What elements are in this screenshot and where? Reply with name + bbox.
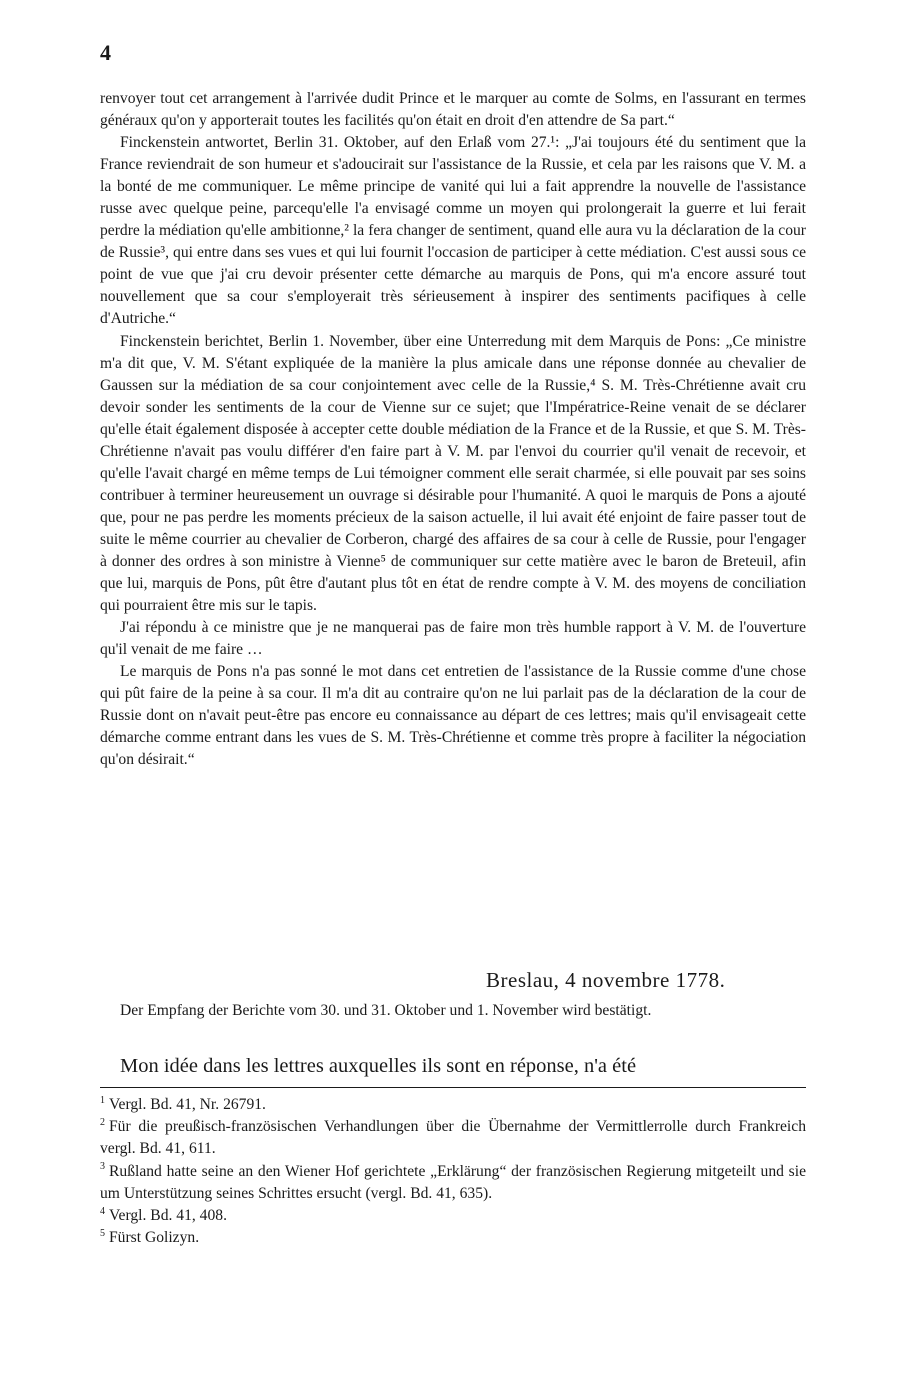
footnote-text: Für die preußisch-französischen Verhandlungen über die Übernahme der Vermittlerrolle durch Frankreich vergl. Bd. 41, 611. [100, 1118, 806, 1158]
footnote-mark: 2 [100, 1117, 105, 1129]
page-number: 4 [100, 40, 111, 65]
summary-note: Der Empfang der Berichte vom 30. und 31. Oktober und 1. November wird bestätigt. [120, 1002, 652, 1019]
footnote-text: Vergl. Bd. 41, Nr. 26791. [109, 1096, 266, 1113]
footnote-divider [100, 1087, 806, 1088]
footnote-4 [100, 1205, 806, 1227]
footnote-text: Rußland hatte seine an den Wiener Hof gerichtete „Erklärung“ der französischen Regierung mitgeteilt und sie um Unterstützung seines Schrittes ersucht (vergl. Bd. 41, 635). [100, 1162, 806, 1202]
paragraph-2: Finckenstein antwortet, Berlin 31. Oktober, auf den Erlaß vom 27.¹: „J'ai toujours été du sentiment que la France reviendrait de son humeur et s'adoucirait sur l'assistance de la Russie, et cela par les raisons que V. M. a la bonté de me communiquer. Le même principe de vanité qui lui a fait apprendre la nouvelle de l'assistance russe avec quelque peine, parcequ'elle l'a envisagé comme un moyen qui prolongerait la guerre et lui ferait perdre la médiation qu'elle ambitionne,² la fera changer de sentiment, quand elle aura vu la déclaration de la cour de Russie³, qui entre dans ses vues et qui lui fournit l'occasion de participer à cette médiation. C'est aussi sous ce point de vue que j'ai cru devoir présenter cette démarche au marquis de Pons, qui m'a encore assuré tout nouvellement que sa cour s'employerait très sérieusement à inspirer des sentiments pacifiques à celle d'Autriche.“ [100, 134, 806, 328]
footnote-5 [100, 1227, 806, 1249]
dateline: Breslau, 4 novembre 1778. [486, 968, 726, 992]
footnote-2 [100, 1116, 806, 1160]
letter-opening: Mon idée dans les lettres auxquelles ils sont en réponse, n'a été [120, 1055, 637, 1077]
main-text [100, 88, 806, 771]
footnote-mark: 1 [100, 1094, 105, 1106]
paragraph-3: Finckenstein berichtet, Berlin 1. November, über eine Unterredung mit dem Marquis de Pons: „Ce ministre m'a dit que, V. M. S'étant expliquée de la manière la plus amicale dans une réponse donnée au chevalier de Gaussen sur la médiation de sa cour conjointement avec celle de la Russie,⁴ S. M. Très-Chrétienne avait cru devoir sonder les sentiments de la cour de Vienne sur ce sujet; que l'Impératrice-Reine venait de se déclarer qu'elle était également disposée à accepter cette double médiation de la France et de la Russie, et que S. M. Très-Chrétienne n'avait pas voulu différer d'en faire part à V. M. par l'envoi du courrier qu'il venait de recevoir, et qu'elle l'avait chargé en même temps de Lui témoigner comment elle serait charmée, si elle pouvait par ses soins contribuer à terminer heureusement un ouvrage si désirable pour l'humanité. A quoi le marquis de Pons a ajouté que, pour ne pas perdre les moments précieux de la saison actuelle, il lui avait été enjoint de faire passer tout de suite le même courrier au chevalier de Corberon, chargé des affaires de sa cour à celle de Russie, pour l'engager à donner des ordres à son ministre à Vienne⁵ de communiquer sur cette matière avec le baron de Breteuil, afin que lui, marquis de Pons, pût être d'autant plus tôt en état de rendre compte à V. M. des moyens de conciliation qui pourraient être mis sur le tapis. [100, 332, 806, 615]
footnote-3 [100, 1161, 806, 1205]
footnote-text: Fürst Golizyn. [109, 1229, 200, 1247]
paragraph-5: Le marquis de Pons n'a pas sonné le mot dans cet entretien de l'assistance de la Russie comme d'une chose qui pût faire de la peine à sa cour. Il m'a dit au contraire qu'on ne lui parlait pas de la déclaration de la cour de Russie dont on n'avait peut-être pas encore eu connaissance au départ de ces lettres; mais qu'il envisageait cette démarche comme entrant dans les vues de S. M. Très-Chrétienne et comme très propre à faciliter la négociation qu'on désirait.“ [100, 663, 806, 769]
footnote-mark: 4 [100, 1205, 105, 1217]
footnote-mark: 5 [100, 1228, 105, 1240]
paragraph-4: J'ai répondu à ce ministre que je ne manquerai pas de faire mon très humble rapport à V. M. de l'ouverture qu'il venait de me faire … [100, 619, 806, 659]
footnote-mark: 3 [100, 1161, 105, 1173]
footnote-1 [100, 1094, 806, 1116]
footnote-text: Vergl. Bd. 41, 408. [109, 1207, 227, 1225]
footnotes [100, 1094, 806, 1249]
paragraph-1: renvoyer tout cet arrangement à l'arrivée dudit Prince et le marquer au comte de Solms, en l'assurant en termes généraux qu'on y apporterait toutes les facilités qu'on était en droit d'en attendre de Sa part.“ [100, 90, 806, 130]
